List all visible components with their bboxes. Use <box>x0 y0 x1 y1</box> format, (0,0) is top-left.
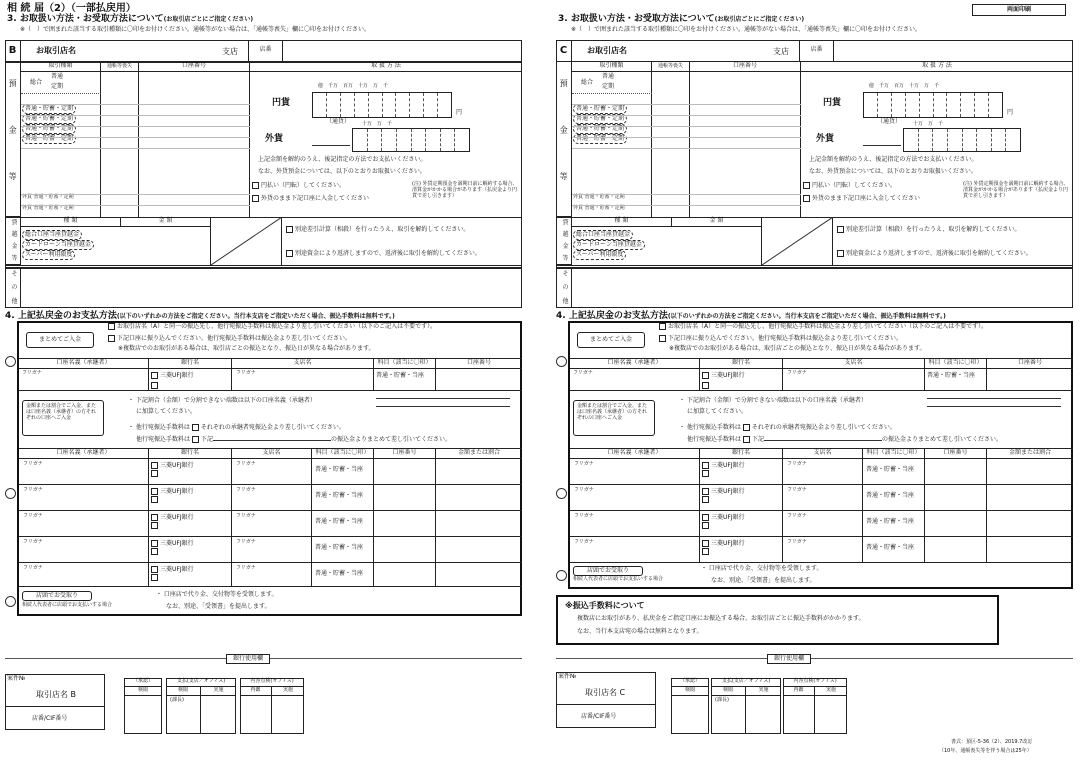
branch-name-field[interactable] <box>572 40 800 62</box>
loan-type-option[interactable]: スーパー利用限度 <box>22 250 75 260</box>
split-label: 金額または割合でご入金、または口座名義（承継者）の方それぞれの口座へご入金 <box>22 400 104 436</box>
col-type: 取引種類 <box>21 62 101 72</box>
fx-amount-field[interactable] <box>352 128 470 152</box>
loan-strike <box>211 217 282 265</box>
furigana-label: フリガナ <box>236 370 256 376</box>
furigana-label: フリガナ <box>22 370 42 376</box>
loan-option-1[interactable]: 別途差引計算（相殺）を行ったうえ、取引を解約してください。 <box>286 226 469 234</box>
account-type-option[interactable]: 普通・貯蓄・定期 <box>22 134 76 144</box>
branch-name-footer: 取引店名 B <box>36 690 77 699</box>
loan-col-kind: 種 類 <box>21 217 121 227</box>
loan-type-option[interactable]: 総合口座当座貸越金 <box>22 230 82 240</box>
fee-notice-line2: なお、当行本支店宛の場合は無料となります。 <box>577 628 703 635</box>
payment-note-1: 上記金額を解約のうえ、後記指定の方法でお支払いください。 <box>258 156 427 163</box>
jpy-digit-header: 億 千万 百万 十万 万 千 <box>318 83 389 89</box>
page-title: 相 続 届（2）（一部払戻用） <box>7 3 136 14</box>
section4-heading: 4. 上記払戻金のお支払方法(以下のいずれかの方法をご指定ください。当行本支店をご指定いただく場合、振込手数料は無料です。) <box>5 311 395 321</box>
jpy-amount-field[interactable] <box>312 92 452 118</box>
section3-heading: 3. お取扱い方法・お受取方法について(お取引店ごとにご指定ください) <box>7 14 254 24</box>
split-rows: フリガナ フリガナ フリガナ フリガナ フリガナ 三菱UFJ銀行 三菱UFJ銀行 三菱UFJ銀行 三菱UFJ銀行 三菱UFJ銀行 フリガナ フリガナ フリガナ フリガナ フリガナ 普通・貯蓄・当座 普通・貯蓄・当座 普通・貯蓄・当座 普通・貯蓄・当座 普通・貯蓄・当座 <box>19 459 522 587</box>
other-label: そ の 他 <box>5 268 21 308</box>
store-cif: 店番/CIF番号 <box>32 715 68 722</box>
loan-type-list <box>22 230 94 260</box>
option-yen[interactable]: 円払い（円転）してください。 <box>252 182 345 190</box>
counter-radio[interactable] <box>5 596 16 607</box>
store-no-field[interactable] <box>283 40 522 62</box>
col-holder: 口座名義（承継者） <box>19 448 149 459</box>
general-label: 総合 <box>29 79 42 86</box>
fx-digit-header: 十万 万 千 <box>362 121 393 127</box>
lump-option-3: ※複数店でのお取引がある場合は、取引店ごとの振込となり、振込日が異なる場合があります。 <box>118 345 375 352</box>
left-panel: 相 続 届（2）（一部払戻用） 3. お取扱い方法・お受取方法について(お取引店ごとにご指定ください) ※（ ）で囲まれた該当する取引種類に〇印をお付けください。通帳等がない場合は、「通帳等喪失」欄に〇印をお付けください。 B お取引店名 支店 店番 取引種類 通帳等喪失 口座番号 取 扱 方 法 預 金 等 総合 普通 定期 普通・貯蓄・定期 普通・貯蓄・定期 普通・貯蓄・定期 普通・貯蓄・定期 外貨 普通・貯蓄・定期 外貨 普通・貯蓄・定期 億 千万 百万 十万 万 千 円貨 円 （通貨） 十万 万 千 外貨 上記金額を解約のうえ、後記指定の方法でお支払いください。 なお、外貨預金については、以下のとおりお取扱いください。 円払い（円転）してください。 外貨のまま下記口座に入金してください (注) 外貨定期預金を満期日前に解約する場合、清算金がかかる場合があります（払戻金より円貨で差し引きます） 貸 越 金 等 種 類 金 額 総合口座当座貸越金 カードローン当座貸越金 スーパー利用限度 別途差引計算（相殺）を行ったうえ、取引を解約してください。 別途資金により返済しますので、返済後に取引を解約してください。 そ の 他 4. 上記払戻金のお支払方法(以下のいずれかの方法をご指定ください。当行本支店をご指定いただく場合、振込手数料は無料です。) まとめてご入金 お取引店名（A）と同一の振込先し、他行宛振込手数料は振込金より差し引いてください（以下のご記入は不要です）。 下記口座に振り込んでください。他行宛振込手数料は振込金より差し引いてください。 ※複数店でのお取引がある場合は、取引店ごとの振込となり、振込日が異なる場合があります。 口座名義（承継者） 銀行名 支店名 科目（該当に〇印） 口座番号 フリガナ 三菱UFJ銀行 フリガナ 普通・貯蓄・当座 金額または割合でご入金、または口座名義（承継者）の方それぞれの口座へご入金 ・ 下記割合（金額）で分割できない端数は以下の口座名義（承継者） に加算してください。 ・ 他行宛振込手数料は それぞれの承継者宛振込金より差し引いてください。 他行宛振込手数料は 下記 の振込金よりまとめて差し引いてください。 口座名義（承継者） 銀行名 支店名 科目（該当に〇印） 口座番号 金額または割合 フリガナ フリガナ フリガナ フリガナ フリガナ 三菱UFJ銀行 三菱UFJ銀行 三菱UFJ銀行 三菱UFJ銀行 三菱UFJ銀行 フリガナ フリガナ フリガナ フリガナ フリガナ 普通・貯蓄・当座 普通・貯蓄・当座 普通・貯蓄・当座 普通・貯蓄・当座 普通・貯蓄・当座 店頭でお受取り 相続人代表者に店頭でお支払いする場合 ・ 口座店で代り金、交付物等を受領します。 なお、別途、「受領書」を提出します。 銀行使用欄 案件№ 取引店名 B 店番/CIF番号 （承認） 検閲 支払(支店／オフィス) 検閲 実施 (課長) 内容点検(オフィス) 再鑑 実施 <box>0 0 530 761</box>
currency-label: （通貨） <box>326 118 351 125</box>
section3-instruction: ※（ ）で囲まれた該当する取引種類に〇印をお付けください。通帳等がない場合は、「通帳等喪失」欄に〇印をお付けください。 <box>571 26 922 33</box>
currency-field[interactable] <box>312 126 350 146</box>
foreign-type-2[interactable]: 外貨 普通・貯蓄・定期 <box>22 205 74 211</box>
fx-label: 外貨 <box>265 134 284 144</box>
form-number: 書式：預区-5-36（2）、2019.7改訂 <box>951 739 1033 745</box>
split-radio[interactable] <box>5 488 16 499</box>
deposit-label: 預 金 等 <box>5 62 21 217</box>
lump-option-2[interactable]: 下記口座に振り込んでください。他行宛振込手数料は振込金より差し引いてください。 <box>108 335 351 343</box>
loan-option-2[interactable]: 別途資金により返済しますので、返済後に取引を解約してください。 <box>286 250 481 258</box>
form-number-2: （10年、通帳喪失等を伴う場合は25年） <box>939 748 1032 754</box>
col-bank: 銀行名 <box>149 358 232 369</box>
store-no-label: 店番 <box>249 40 283 62</box>
case-no: 案件№ <box>7 675 26 682</box>
section3-instruction: ※（ ）で囲まれた該当する取引種類に〇印をお付けください。通帳等がない場合は、「通帳等喪失」欄に〇印をお付けください。 <box>20 26 371 33</box>
branch-label: お取引店名 <box>587 46 627 56</box>
col-branch: 支店名 <box>232 448 312 459</box>
loan-type-option[interactable]: カードローン当座貸越金 <box>22 240 94 250</box>
section4-heading: 4. 上記払戻金のお支払方法(以下のいずれかの方法をご指定ください。当行本支店をご指定いただく場合、振込手数料は無料です。) <box>556 311 946 321</box>
account-type-option[interactable]: 普通・貯蓄・定期 <box>22 124 76 134</box>
lump-radio[interactable] <box>5 356 16 367</box>
split-note-1: ・ 下記割合（金額）で分割できない端数は以下の口座名義（承継者） <box>128 397 316 404</box>
other-box <box>5 268 522 308</box>
branch-name-field[interactable] <box>21 40 249 62</box>
bank-check[interactable]: 三菱UFJ銀行 <box>151 372 194 380</box>
col-holder: 口座名義（承継者） <box>19 358 149 369</box>
general-row-2: 定期 <box>51 83 64 90</box>
account-type-list <box>22 104 76 144</box>
payment-note-2: なお、外貨預金については、以下のとおりお取扱いください。 <box>258 168 426 175</box>
col-kind: 科目（該当に〇印） <box>374 358 436 369</box>
lump-option-1[interactable]: お取引店名（A）と同一の振込先し、他行宛振込手数料は振込金より差し引いてください（以下のご記入は不要です）。 <box>108 323 436 331</box>
section3-heading: 3. お取扱い方法・お受取方法について(お取引店ごとにご指定ください) <box>558 14 805 24</box>
col-lost: 通帳等喪失 <box>101 62 139 72</box>
fee-notice-title: ※振込手数料について <box>565 601 645 610</box>
counter-note-2: なお、別途、「受領書」を提出します。 <box>166 603 271 610</box>
col-kind: 科目（該当に〇印） <box>312 448 374 459</box>
col-account: 口座番号 <box>139 62 250 72</box>
fx-note: (注) 外貨定期預金を満期日前に解約する場合、清算金がかかる場合があります（払戻金より円貨で差し引きます） <box>412 181 518 199</box>
account-type-option[interactable]: 普通・貯蓄・定期 <box>22 114 76 124</box>
counter-label: 店頭でお受取り <box>22 591 92 601</box>
foreign-type-1[interactable]: 外貨 普通・貯蓄・定期 <box>22 194 74 200</box>
counter-sub: 相続人代表者に店頭でお支払いする場合 <box>22 602 113 608</box>
col-account: 口座番号 <box>466 359 491 367</box>
bank-use-label: 銀行使用欄 <box>226 654 270 664</box>
store-no-field[interactable] <box>834 40 1073 62</box>
general-row-1: 普通 <box>51 73 64 80</box>
col-amount: 金額または割合 <box>457 449 500 457</box>
section-letter: B <box>5 40 21 62</box>
split-note-3[interactable]: 他行宛振込手数料は 下記 の振込金よりまとめて差し引いてください。 <box>136 436 451 443</box>
yen-unit: 円 <box>456 109 463 116</box>
col-bank: 銀行名 <box>149 448 232 459</box>
split-note-2[interactable]: ・ 他行宛振込手数料は それぞれの承継者宛振込金より差し引いてください。 <box>128 424 345 431</box>
branch-name-footer: 取引店名 C <box>585 688 626 697</box>
col-branch: 支店名 <box>232 358 374 369</box>
option-fx[interactable]: 外貨のまま下記口座に入金してください <box>252 195 369 203</box>
fee-notice-line1: 複数店にお取引があり、払戻金をご指定口座にお振込する場合、お取引店ごとに振込手数料がかかります。 <box>577 615 865 622</box>
print-both-sides-button[interactable]: 両面印刷 <box>972 4 1066 16</box>
branch-label: お取引店名 <box>36 46 76 56</box>
split-note-1b: に加算してください。 <box>136 408 197 415</box>
branch-suffix: 支店 <box>222 47 238 56</box>
counter-note-1: ・ 口座店で代り金、交付物等を受領します。 <box>156 591 278 598</box>
col-method: 取 扱 方 法 <box>250 62 522 72</box>
loan-label: 貸 越 金 等 <box>5 217 21 265</box>
col-account: 口座番号 <box>374 448 436 459</box>
account-type-option[interactable]: 普通・貯蓄・定期 <box>22 104 76 114</box>
lump-label: まとめてご入金 <box>26 332 94 348</box>
section-letter: C <box>556 40 572 62</box>
right-panel: 両面印刷 3. お取扱い方法・お受取方法について(お取引店ごとにご指定ください) ※（ ）で囲まれた該当する取引種類に〇印をお付けください。通帳等がない場合は、「通帳等喪失」欄に〇印をお付けください。 C お取引店名 支店 店番 取引種類 通帳等喪失 口座番号 取 扱 方 法 預 金 等 総合 普通 定期 普通・貯蓄・定期 普通・貯蓄・定期 普通・貯蓄・定期 普通・貯蓄・定期 外貨 普通・貯蓄・定期 外貨 普通・貯蓄・定期 億 千万 百万 十万 万 千 円貨 円 （通貨） 十万 万 千 外貨 上記金額を解約のうえ、後記指定の方法でお支払いください。 なお、外貨預金については、以下のとおりお取扱いください。 円払い（円転）してください。 外貨のまま下記口座に入金してください (注) 外貨定期預金を満期日前に解約する場合、清算金がかかる場合があります（払戻金より円貨で差し引きます） 貸 越 金 等 種 類 金 額 総合口座当座貸越金 カードローン当座貸越金 スーパー利用限度 別途差引計算（相殺）を行ったうえ、取引を解約してください。 別途資金により返済しますので、返済後に取引を解約してください。 そ の 他 4. 上記払戻金のお支払方法(以下のいずれかの方法をご指定ください。当行本支店をご指定いただく場合、振込手数料は無料です。) まとめてご入金 お取引店名（A）と同一の振込先し、他行宛振込手数料は振込金より差し引いてください（以下のご記入は不要です）。 下記口座に振り込んでください。他行宛振込手数料は振込金より差し引いてください。 ※複数店でのお取引がある場合は、取引店ごとの振込となり、振込日が異なる場合があります。 口座名義（承継者） 銀行名 支店名 科目（該当に〇印） 口座番号 フリガナ 三菱UFJ銀行 フリガナ 普通・貯蓄・当座 金額または割合でご入金、または口座名義（承継者）の方それぞれの口座へご入金 ・ 下記割合（金額）で分割できない端数は以下の口座名義（承継者） に加算してください。 ・ 他行宛振込手数料は それぞれの承継者宛振込金より差し引いてください。 他行宛振込手数料は 下記 の振込金よりまとめて差し引いてください。 口座名義（承継者） 銀行名 支店名 科目（該当に〇印） 口座番号 金額または割合 フリガナ フリガナ フリガナ フリガナ 三菱UFJ銀行 三菱UFJ銀行 三菱UFJ銀行 三菱UFJ銀行 フリガナ フリガナ フリガナ フリガナ 普通・貯蓄・当座 普通・貯蓄・当座 普通・貯蓄・当座 普通・貯蓄・当座 店頭でお受取り 相続人代表者に店頭でお支払いする場合 ・ 口座店で代り金、交付物等を受領します。 なお、別途、「受領書」を提出します。 ※振込手数料について 複数店にお取引があり、払戻金をご指定口座にお振込する場合、お取引店ごとに振込手数料がかかります。 なお、当行本支店宛の場合は無料となります。 銀行使用欄 案件№ 取引店名 C 店番/CIF番号 （承認） 検閲 支払(支店／オフィス) 検閲 実施 (課長) 内容点検(オフィス) 再鑑 実施 書式：預区-5-36（2）、2019.7改訂 （10年、通帳喪失等を伴う場合は25年） <box>551 0 1081 761</box>
jpy-label: 円貨 <box>272 98 291 108</box>
kind-options[interactable]: 普通・貯蓄・当座 <box>374 369 436 391</box>
loan-col-amount: 金 額 <box>121 217 211 227</box>
